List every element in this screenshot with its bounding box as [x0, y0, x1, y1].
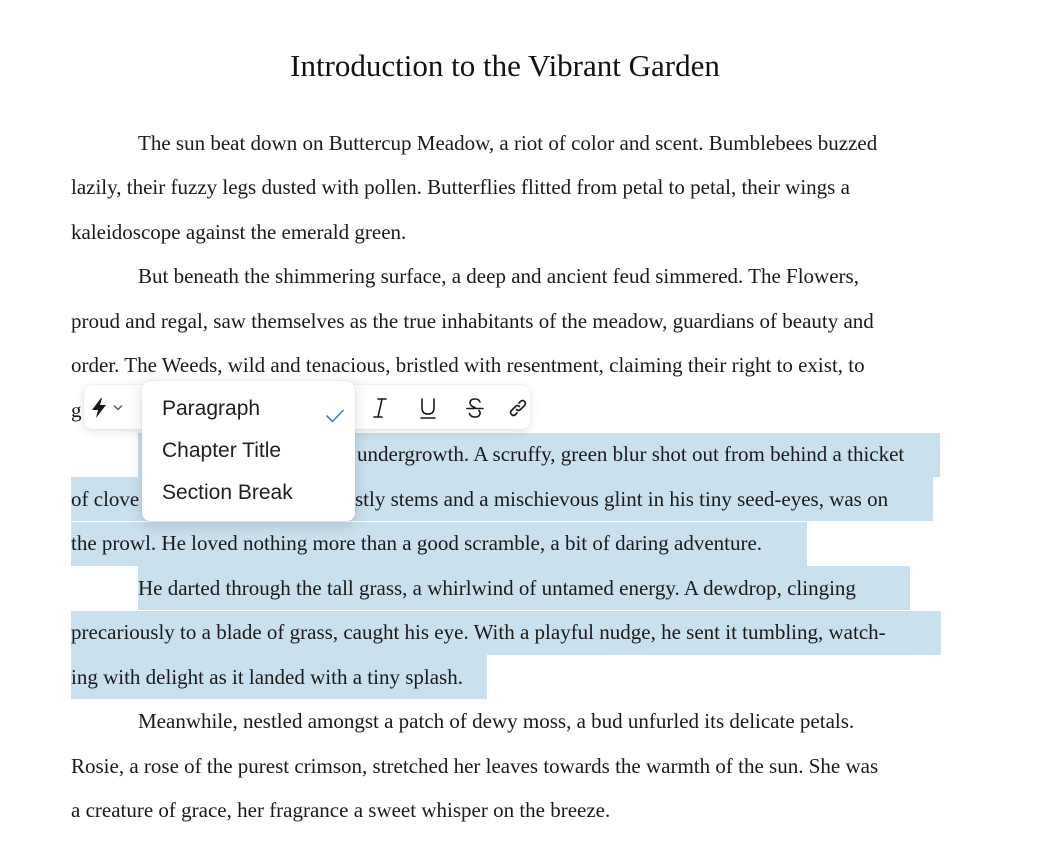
text-line[interactable]: But beneath the shimmering surface, a deep and ancient feud simmered. The Flowers,: [138, 264, 859, 288]
strikethrough-button[interactable]: [462, 395, 488, 421]
text-line[interactable]: Rosie, a rose of the purest crimson, stretched her leaves towards the warmth of the sun. She was: [71, 754, 879, 778]
menu-item-paragraph[interactable]: [142, 388, 355, 430]
menu-item-chapter-title[interactable]: [142, 430, 355, 472]
text-line[interactable]: undergrowth. A scruffy, green blur shot out from behind a thicket: [357, 442, 905, 466]
text-line[interactable]: precariously to a blade of grass, caught his eye. With a playful nudge, he sent it tumbling, watch-: [71, 620, 886, 644]
underline-icon: [418, 397, 438, 419]
menu-item-label: Chapter Title: [162, 439, 282, 462]
text-line[interactable]: a creature of grace, her fragrance a sweet whisper on the breeze.: [71, 798, 611, 822]
underline-button[interactable]: [415, 395, 441, 421]
text-line[interactable]: He darted through the tall grass, a whirlwind of untamed energy. A dewdrop, clinging: [138, 576, 856, 600]
text-line[interactable]: of clove: [71, 487, 140, 511]
text-line[interactable]: The sun beat down on Buttercup Meadow, a riot of color and scent. Bumblebees buzzed: [138, 131, 878, 155]
text-line[interactable]: ing with delight as it landed with a tiny splash.: [71, 665, 463, 689]
chevron-down-icon: [113, 404, 123, 412]
document-title[interactable]: Introduction to the Vibrant Garden: [290, 48, 720, 83]
block-type-menu: [142, 381, 355, 521]
text-line[interactable]: the prowl. He loved nothing more than a good scramble, a bit of daring adventure.: [71, 531, 763, 555]
italic-button[interactable]: [367, 395, 393, 421]
text-line[interactable]: lazily, their fuzzy legs dusted with pollen. Butterflies flitted from petal to petal, their wings a: [71, 175, 850, 199]
text-line[interactable]: proud and regal, saw themselves as the true inhabitants of the meadow, guardians of beauty and: [71, 309, 874, 333]
text-line[interactable]: order. The Weeds, wild and tenacious, bristled with resentment, claiming their right to exist, to: [71, 353, 865, 377]
link-icon: [507, 397, 529, 419]
menu-item-section-break[interactable]: [142, 472, 355, 514]
italic-icon: [370, 397, 390, 419]
text-line[interactable]: kaleidoscope against the emerald green.: [71, 220, 407, 244]
link-button[interactable]: [505, 395, 531, 421]
menu-item-label: Section Break: [162, 481, 293, 504]
text-line[interactable]: stly stems and a mischievous glint in his tiny seed-eyes, was on: [355, 487, 889, 511]
strikethrough-icon: [465, 397, 485, 419]
text-line[interactable]: g: [71, 398, 82, 422]
lightning-bolt-icon: [90, 397, 108, 419]
text-line[interactable]: Meanwhile, nestled amongst a patch of dewy moss, a bud unfurled its delicate petals.: [138, 709, 855, 733]
menu-item-label: Paragraph: [162, 397, 261, 420]
block-type-button[interactable]: [90, 395, 132, 421]
